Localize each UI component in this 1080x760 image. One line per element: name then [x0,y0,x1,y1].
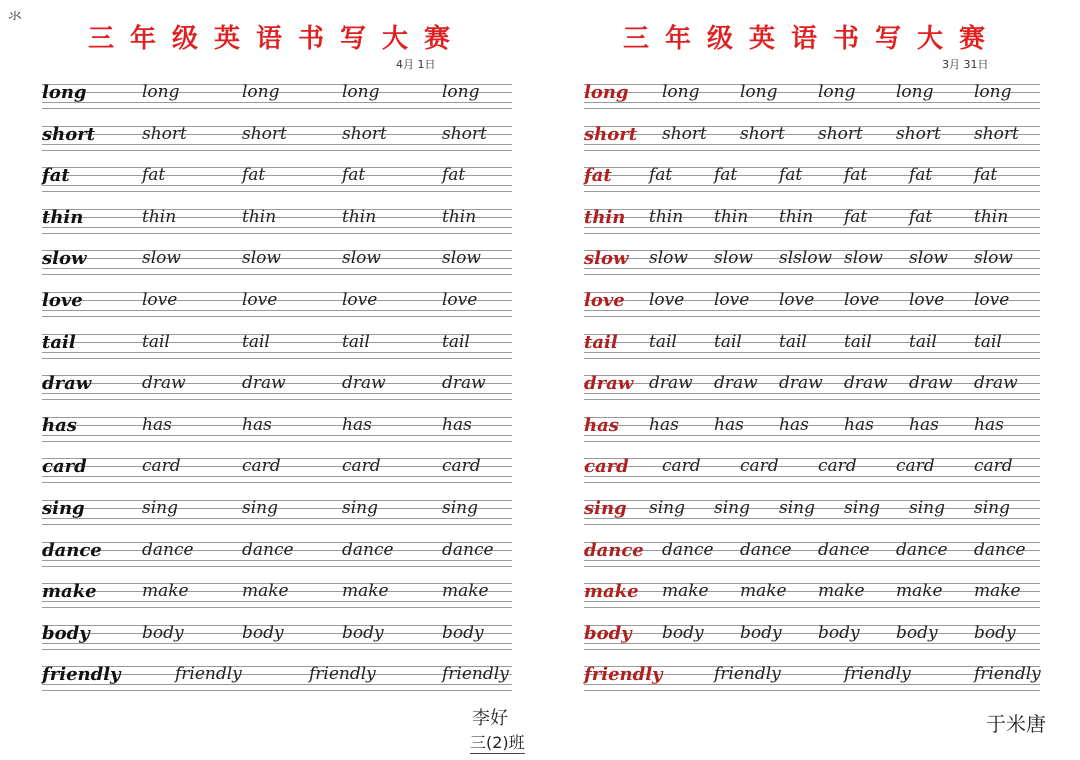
ruled-line [584,601,1040,602]
practice-row [42,660,512,702]
ruled-line [584,649,1040,650]
model-word: slow [584,248,629,270]
ruled-line [584,607,1040,608]
left-signature-class: 三(2)班 [470,730,525,754]
practice-row [42,120,512,162]
copy-word: has [974,414,1004,435]
ruled-line [584,482,1040,483]
copy-word: has [442,414,472,435]
copy-word: tail [909,331,937,352]
copy-word: sing [844,497,880,518]
copy-word: long [662,82,700,102]
practice-row [42,203,512,245]
copy-word: has [909,414,939,435]
copy-word: slow [974,248,1013,269]
model-word: body [584,622,632,644]
practice-row [584,577,1040,619]
practice-row [584,660,1040,702]
copy-word: love [844,289,880,310]
copy-word: card [342,456,381,477]
ruled-line [42,566,512,567]
copy-word: tail [142,331,170,352]
copy-word: body [974,622,1016,643]
copy-word: long [442,82,480,102]
copy-word: fat [342,165,366,186]
model-word: friendly [584,664,663,686]
ruled-line [584,102,1040,103]
copy-word: dance [974,539,1026,560]
ruled-line [584,393,1040,394]
copy-word: short [142,123,187,144]
copy-word: body [818,622,860,643]
practice-row [42,494,512,536]
copy-word: sing [142,497,178,518]
copy-word: dance [896,539,948,560]
copy-word: has [342,414,372,435]
practice-row [584,536,1040,578]
ruled-line [42,352,512,353]
copy-word: sing [714,497,750,518]
ruled-line [42,518,512,519]
ruled-line [42,150,512,151]
model-word: slow [42,248,87,270]
ruled-line [584,92,1040,93]
copy-word: friendly [442,664,509,685]
right-sheet-rows [584,78,1040,702]
practice-row [42,619,512,661]
copy-word: draw [974,373,1018,394]
model-word: body [42,622,90,644]
ruled-line [584,560,1040,561]
copy-word: fat [844,206,868,227]
copy-word: sing [909,497,945,518]
copy-word: love [779,289,815,310]
copy-word: has [649,414,679,435]
copy-word: body [142,622,184,643]
ruled-line [584,191,1040,192]
model-word: has [584,414,619,436]
model-word: has [42,414,77,436]
copy-word: dance [662,539,714,560]
ruled-line [584,518,1040,519]
ruled-line [42,108,512,109]
copy-word: thin [714,206,749,227]
ruled-line [42,268,512,269]
copy-word: body [242,622,284,643]
ruled-line [42,601,512,602]
copy-word: dance [740,539,792,560]
copy-word: slow [714,248,753,269]
copy-word: friendly [974,664,1041,685]
copy-word: tail [974,331,1002,352]
model-word: fat [584,165,612,187]
copy-word: fat [909,206,933,227]
copy-word: slow [649,248,688,269]
model-word: dance [42,539,102,561]
left-sheet-date: 4月 1日 [396,58,436,71]
model-word: make [42,581,97,603]
copy-word: short [442,123,487,144]
left-sheet [42,0,512,760]
practice-row [42,536,512,578]
model-word: make [584,581,639,603]
copy-word: draw [342,373,386,394]
ruled-line [584,435,1040,436]
copy-word: dance [242,539,294,560]
model-word: long [42,82,87,103]
ruled-line [42,690,512,691]
copy-word: make [442,581,489,602]
copy-word: tail [779,331,807,352]
copy-word: fat [779,165,803,186]
ruled-line [584,399,1040,400]
model-word: long [584,82,629,103]
ruled-line [42,607,512,608]
copy-word: sing [649,497,685,518]
ruled-line [584,550,1040,551]
copy-word: make [142,581,189,602]
copy-word: love [142,289,178,310]
model-word: card [42,456,87,478]
copy-word: body [342,622,384,643]
copy-word: short [740,123,785,144]
copy-word: dance [142,539,194,560]
copy-word: card [896,456,935,477]
copy-word: fat [242,165,266,186]
copy-word: short [242,123,287,144]
copy-word: love [714,289,750,310]
copy-word: thin [442,206,477,227]
copy-word: make [662,581,709,602]
practice-row [42,411,512,453]
model-word: short [584,123,638,145]
model-word: love [584,289,625,311]
ruled-line [584,274,1040,275]
copy-word: draw [779,373,823,394]
copy-word: slow [909,248,948,269]
copy-word: thin [242,206,277,227]
practice-row [584,452,1040,494]
copy-word: body [442,622,484,643]
ruled-line [584,144,1040,145]
copy-word: sing [342,497,378,518]
ruled-line [42,560,512,561]
ruled-line [42,399,512,400]
copy-word: slow [142,248,181,269]
copy-word: fat [909,165,933,186]
ruled-line [42,482,512,483]
ruled-line [584,268,1040,269]
practice-row [42,161,512,203]
practice-row [584,619,1040,661]
copy-word: make [896,581,943,602]
copy-word: short [818,123,863,144]
copy-word: slow [342,248,381,269]
ruled-line [42,185,512,186]
copy-word: fat [714,165,738,186]
copy-word: long [740,82,778,102]
copy-word: short [342,123,387,144]
ruled-line [42,316,512,317]
copy-word: card [662,456,701,477]
practice-row [42,369,512,411]
ruled-line [42,227,512,228]
copy-word: slow [844,248,883,269]
ruled-line [584,316,1040,317]
copy-word: love [242,289,278,310]
ruled-line [42,476,512,477]
practice-row [584,328,1040,370]
ruled-line [584,566,1040,567]
right-sheet-title: 三年级英语书写大赛 [622,24,1001,54]
left-sheet-rows [42,78,512,702]
copy-word: body [896,622,938,643]
copy-word: tail [649,331,677,352]
copy-word: make [818,581,865,602]
copy-word: has [242,414,272,435]
copy-word: thin [974,206,1009,227]
copy-word: long [818,82,856,102]
ruled-line [584,310,1040,311]
copy-word: fat [442,165,466,186]
copy-word: sing [974,497,1010,518]
ruled-line [42,441,512,442]
copy-word: card [442,456,481,477]
model-word: love [42,289,83,311]
ruled-line [584,108,1040,109]
copy-word: love [649,289,685,310]
copy-word: tail [714,331,742,352]
ruled-line [584,126,1040,127]
ruled-line [584,352,1040,353]
copy-word: love [442,289,478,310]
copy-word: dance [818,539,870,560]
copy-word: fat [142,165,166,186]
copy-word: make [740,581,787,602]
practice-row [42,244,512,286]
right-signature-name: 于米唐 [986,712,1046,736]
practice-row [584,161,1040,203]
ruled-line [584,466,1040,467]
model-word: dance [584,539,644,561]
copy-word: dance [342,539,394,560]
ruled-line [42,643,512,644]
model-word: card [584,456,629,478]
copy-word: long [142,82,180,102]
corner-mark: 氺 [8,9,22,25]
practice-row [42,452,512,494]
copy-word: body [662,622,704,643]
copy-word: sing [779,497,815,518]
right-sheet-date: 3月 31日 [942,58,989,71]
copy-word: draw [714,373,758,394]
copy-word: make [342,581,389,602]
practice-row [584,369,1040,411]
ruled-line [584,633,1040,634]
ruled-line [584,524,1040,525]
copy-word: has [714,414,744,435]
model-word: short [42,123,96,145]
copy-word: fat [649,165,673,186]
copy-word: sing [442,497,478,518]
copy-word: tail [844,331,872,352]
ruled-line [584,643,1040,644]
copy-word: draw [242,373,286,394]
ruled-line [584,441,1040,442]
copy-word: short [974,123,1019,144]
copy-word: make [242,581,289,602]
practice-row [584,78,1040,120]
copy-word: dance [442,539,494,560]
ruled-line [584,134,1040,135]
model-word: friendly [42,664,121,686]
copy-word: card [142,456,181,477]
copy-word: draw [442,373,486,394]
practice-row [584,494,1040,536]
copy-word: draw [909,373,953,394]
ruled-line [42,435,512,436]
copy-word: long [896,82,934,102]
ruled-line [584,227,1040,228]
practice-row [42,78,512,120]
copy-word: love [342,289,378,310]
copy-word: has [844,414,874,435]
model-word: thin [584,206,626,228]
model-word: tail [42,331,76,353]
copy-word: friendly [714,664,781,685]
copy-word: short [896,123,941,144]
right-sheet [584,0,1040,760]
model-word: draw [584,373,634,395]
model-word: tail [584,331,618,353]
copy-word: friendly [309,664,376,685]
copy-word: draw [142,373,186,394]
model-word: draw [42,373,92,395]
copy-word: thin [142,206,177,227]
copy-word: love [909,289,945,310]
ruled-line [42,358,512,359]
copy-word: slow [242,248,281,269]
copy-word: long [342,82,380,102]
copy-word: draw [649,373,693,394]
copy-word: fat [844,165,868,186]
copy-word: slow [442,248,481,269]
copy-word: card [242,456,281,477]
practice-row [42,328,512,370]
left-sheet-title: 三年级英语书写大赛 [87,24,466,54]
copy-word: card [974,456,1013,477]
model-word: sing [42,497,85,519]
copy-word: card [818,456,857,477]
copy-word: tail [442,331,470,352]
ruled-line [584,690,1040,691]
copy-word: thin [779,206,814,227]
copy-word: has [779,414,809,435]
copy-word: love [974,289,1010,310]
practice-row [42,577,512,619]
copy-word: friendly [175,664,242,685]
copy-word: slslow [779,248,833,269]
ruled-line [584,150,1040,151]
practice-row [584,120,1040,162]
ruled-line [584,358,1040,359]
copy-word: long [242,82,280,102]
ruled-line [584,476,1040,477]
practice-row [584,244,1040,286]
practice-row [584,203,1040,245]
ruled-line [42,393,512,394]
copy-word: make [974,581,1021,602]
copy-word: sing [242,497,278,518]
copy-word: friendly [844,664,911,685]
left-signature-name: 李好 [472,708,508,729]
copy-word: draw [844,373,888,394]
ruled-line [584,591,1040,592]
copy-word: tail [242,331,270,352]
copy-word: thin [649,206,684,227]
copy-word: card [740,456,779,477]
ruled-line [584,233,1040,234]
ruled-line [584,84,1040,85]
copy-word: long [974,82,1012,102]
practice-row [584,411,1040,453]
ruled-line [584,625,1040,626]
copy-word: short [662,123,707,144]
model-word: sing [584,497,627,519]
ruled-line [584,542,1040,543]
ruled-line [42,524,512,525]
ruled-line [42,144,512,145]
copy-word: has [142,414,172,435]
ruled-line [42,191,512,192]
ruled-line [42,310,512,311]
ruled-line [42,102,512,103]
ruled-line [584,583,1040,584]
ruled-line [42,233,512,234]
model-word: thin [42,206,84,228]
practice-row [584,286,1040,328]
ruled-line [584,185,1040,186]
model-word: fat [42,165,70,187]
ruled-line [42,274,512,275]
copy-word: thin [342,206,377,227]
practice-row [42,286,512,328]
ruled-line [42,649,512,650]
ruled-line [584,458,1040,459]
copy-word: tail [342,331,370,352]
copy-word: fat [974,165,998,186]
copy-word: body [740,622,782,643]
